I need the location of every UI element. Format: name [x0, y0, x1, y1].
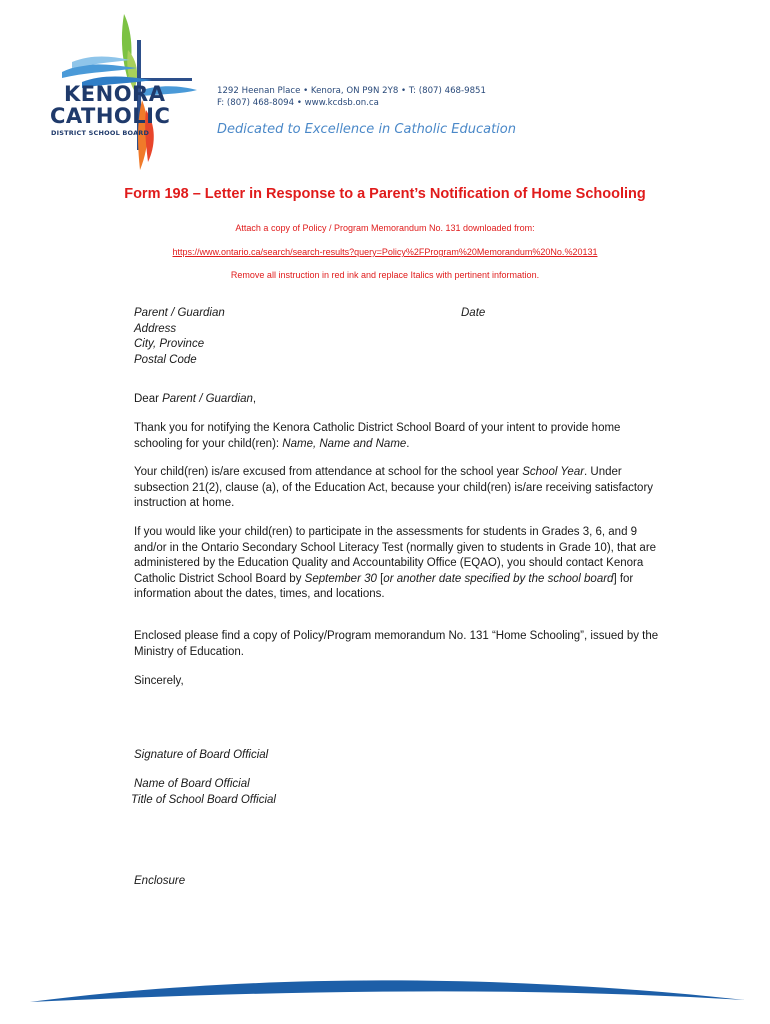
paragraph-excused	[134, 465, 653, 512]
footer-swoosh-icon	[0, 930, 770, 1024]
paragraph-notification	[134, 421, 620, 452]
p2-line3: instruction at home.	[134, 497, 235, 509]
form-title: Form 198 – Letter in Response to a Parent’s Notification of Home Schooling	[124, 186, 646, 202]
p4-line2: Ministry of Education.	[134, 645, 244, 658]
salutation-name: Parent / Guardian	[162, 393, 253, 405]
p2-line1-text: Your child(ren) is/are excused from attendance at school for the school year	[134, 466, 523, 478]
p3-line4	[134, 572, 656, 588]
p3-line1: If you would like your child(ren) to participate in the assessments for students in Grades 3, 6, and 9	[134, 526, 638, 538]
salutation-prefix: Dear	[134, 393, 163, 405]
p3-line5: information about the dates, times, and locations.	[134, 588, 385, 600]
recipient-postal: Postal Code	[134, 353, 197, 366]
p4-line1: Enclosed please find a copy of Policy/Program memorandum No. 131 “Home Schooling”, issued by the	[134, 630, 659, 642]
contact-deadline: September 30	[304, 572, 377, 585]
policy-link[interactable]: https://www.ontario.ca/search/search-results?query=Policy%2FProgram%20Memorandum%20No.%20131	[172, 247, 598, 257]
official-title: Title of School Board Official	[131, 794, 276, 806]
letterhead-tagline: Dedicated to Excellence in Catholic Education	[217, 122, 516, 137]
p3-bracket-close: ] for	[613, 572, 634, 585]
p1-line1: Thank you for notifying the Kenora Catholic District School Board of your intent to provide home	[134, 422, 621, 434]
letter-date: Date	[461, 307, 486, 319]
p3-line4-text: Catholic District School Board by	[134, 572, 305, 585]
child-names: Name, Name and Name	[282, 437, 407, 450]
school-year: School Year	[522, 466, 585, 478]
p3-bracket-open: [	[376, 572, 384, 585]
logo-name-line1: KENORA	[64, 82, 166, 106]
salutation	[134, 392, 256, 408]
enclosure-label: Enclosure	[134, 875, 186, 887]
contact-line-fax-web: F: (807) 468-8094 • www.kcdsb.on.ca	[217, 98, 379, 108]
p1-end: .	[406, 437, 410, 450]
paragraph-assessments	[134, 525, 656, 603]
signature-line: Signature of Board Official	[134, 749, 269, 761]
logo-name-line3: DISTRICT SCHOOL BOARD	[51, 129, 150, 137]
p2-line1	[134, 465, 653, 481]
p3-line2: and/or in the Ontario Secondary School Literacy Test (normally given to students in Grade 10), that are	[134, 541, 657, 554]
recipient-address: Address	[134, 322, 177, 335]
address-block	[134, 306, 225, 368]
p2-line2: subsection 21(2), clause (a), of the Education Act, because your child(ren) is/are receiving satisfactory	[134, 481, 654, 494]
p1-line2	[134, 437, 620, 453]
official-name: Name of Board Official	[134, 778, 250, 790]
instruction-remove: Remove all instruction in red ink and replace Italics with pertinent information.	[230, 270, 540, 280]
alternate-date: or another date specified by the school board	[383, 572, 614, 585]
p3-line3: administered by the Education Quality and Accountability Office (EQAO), you should contact Kenora	[134, 557, 644, 569]
recipient-name: Parent / Guardian	[134, 307, 225, 319]
paragraph-enclosed	[134, 629, 658, 660]
p2-line1-end: . Under	[584, 466, 622, 478]
recipient-city: City, Province	[134, 338, 205, 350]
contact-line-address: 1292 Heenan Place • Kenora, ON P9N 2Y8 • T: (807) 468-9851	[217, 86, 486, 96]
instruction-attach: Attach a copy of Policy / Program Memorandum No. 131 downloaded from:	[235, 223, 535, 233]
salutation-suffix: ,	[252, 393, 257, 405]
letterhead-contact	[217, 85, 486, 109]
closing: Sincerely,	[134, 675, 184, 687]
logo-name-line2: CATHOLIC	[50, 104, 171, 128]
p1-line2-text: schooling for your child(ren):	[134, 437, 283, 450]
